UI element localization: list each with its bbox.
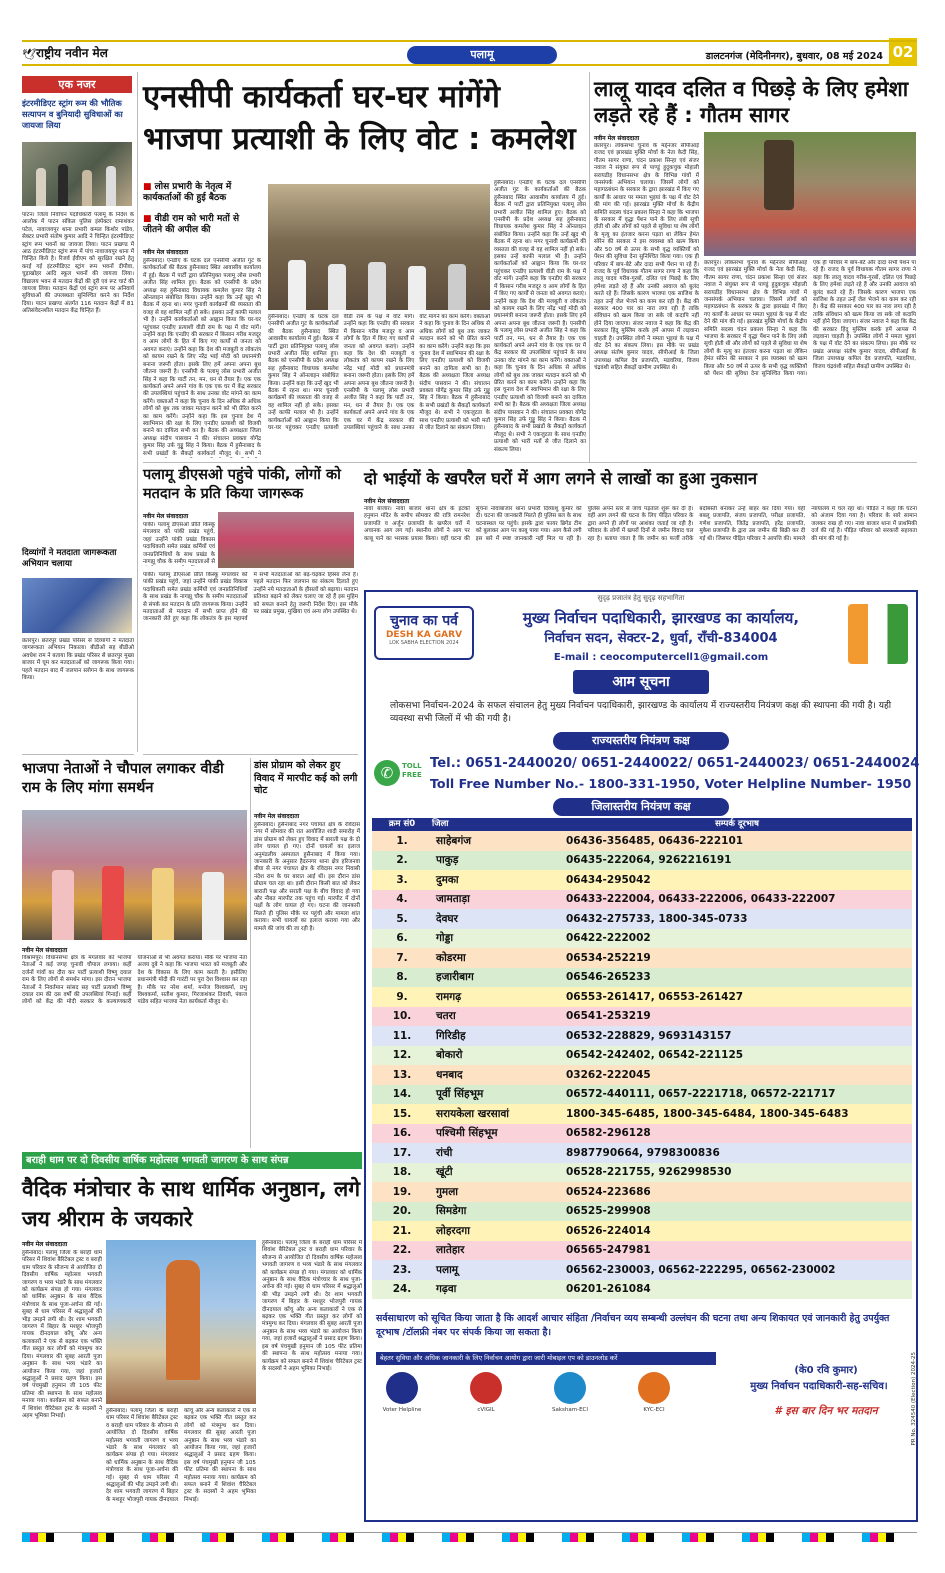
- row-number: 1.: [396, 834, 408, 847]
- row-district: गोड्डा: [436, 932, 454, 945]
- row-district: दुमका: [436, 873, 459, 886]
- table-row: [372, 1143, 912, 1163]
- pr-number: PR No. 324540 (Election) 2024-25: [911, 1352, 917, 1446]
- table-row: [372, 909, 912, 929]
- row-number: 17.: [392, 1146, 412, 1159]
- row-number: 3.: [396, 873, 408, 886]
- chaupal-headline: भाजपा नेताओं ने चौपाल लगाकर वीडी राम के लिए मांगा समर्थन: [22, 761, 224, 796]
- row-district: रामगढ़: [436, 990, 462, 1003]
- row-district: बोकारो: [436, 1049, 463, 1062]
- district-rows: [372, 831, 912, 1299]
- hashtag: # इस बार दिन भर मतदान: [774, 1405, 878, 1417]
- ad-footer-text: सर्वसाधारण को सूचित किया जाता है कि आदर्श आचार संहिता /निर्वाचन व्यय सम्बन्धी उल्लंघन की घटना तथा अन्य शिकायत एवं जानकारी हेतु उपर्युक्त दूरभाष /टॉलफ्री नंबर पर संपर्क किया जा सकता है।: [376, 1313, 890, 1338]
- row-number: 5.: [396, 912, 408, 925]
- table-header: [372, 818, 912, 831]
- app-badge: [554, 1372, 586, 1404]
- row-number: 18.: [392, 1166, 412, 1179]
- chaupal-byline: नवीन मेल संवाददाता: [22, 947, 68, 954]
- table-row: [372, 987, 912, 1007]
- row-district: सरायकेला खरसावां: [436, 1107, 510, 1120]
- row-number: 11.: [392, 1029, 412, 1042]
- row-district: धनबाद: [436, 1068, 463, 1081]
- row-number: 16.: [392, 1127, 412, 1140]
- registration-bar: [22, 1532, 917, 1542]
- ad-logo: [374, 606, 474, 660]
- logo-line3: LOK SABHA ELECTION 2024: [389, 640, 459, 646]
- bird-logo-icon: 🕊: [22, 48, 36, 61]
- fire-headline: दो भाईयों के खपरैल घरों में आग लगने से लाखों का हुआ नुकसान: [364, 469, 758, 488]
- row-phone: 06542-242402, 06542-221125: [566, 1049, 744, 1062]
- row-phone: 06526-224014: [566, 1224, 651, 1237]
- row-number: 23.: [392, 1263, 412, 1276]
- row-district: पाकुड़: [436, 854, 459, 867]
- row-phone: 06436-356485, 06436-222101: [566, 834, 744, 847]
- table-row: [372, 1104, 912, 1124]
- row-number: 13.: [392, 1068, 412, 1081]
- row-phone: 06532-228829, 9693143157: [566, 1029, 732, 1042]
- lead-sub1: ■ लोस प्रभारी के नेतृत्व में कार्यकर्ताओं की हुई बैठक: [143, 182, 261, 204]
- row-phone: 06201-261084: [566, 1283, 651, 1296]
- divyang-photo: [22, 578, 132, 633]
- lalu-body-b: छतरपुर। लोकसभा चुनाव के मद्देनजर सीपीआई राजद एवं झारखंड मुक्ति मोर्चा के नेता केदी सिंह, गौतम सागर राणा, चंदन प्रकाश सिन्हा एवं संजर नवाज ने संयुक्त रूप से पाण्डुं हुदुकचुक मोहाली सरायडीह विधानसभा क्षेत्र के विभिन्न गांवों में जनसंपर्क अभियान चलाया। जिसमें लोगों को महागठबंधन के सरकार के द्वारा झारखंड में किए गए कार्यों के आधार पर ममता भुइयां के पक्ष में वोट देने की मांग की गई। झारखंड मुक्ति मोर्चा के केंद्रीय समिति सदस्य चंदन प्रकाश सिन्हा ने कहा कि भाजपा के सरकार में वृद्धा पेंशन पाने के लिए लंबी सूची होती थी और लोगों को पहले से सुविधा या शेष लोगों के मृत्यु का इंतजार करना पड़ता था लेकिन हेमंत सोरेन की सरकार ने इस व्यवस्था को खत्म किया और 50 वर्ष से ऊपर के सभी वृद्ध व्यक्तियों को पेंशन की सुविधा देना सुनिश्चित किया गया। एक ही परिवार में बाप-बेटे और दादा सभी पेंशन पा रहे हैं। राजद के पूर्व विधायक गौतम सागर राणा ने कहा कि लालू यादव गरीब-गुरबों, दलित एवं पिछड़े के लिए हमेशा लड़ते रहे हैं और उनकी आवाज को बुलंद करते रहे हैं। जिसके कारण भाजपा एक साजिश के तहत उन्हें जेल भेजने का काम कर रही है। केंद्र की सरकार 400 पार का नारा लगा रही है ताकि संविधान को खत्म किया जा सके जो कदापि नहीं होने दिया जाएगा। संजर नवाज ने कहा कि केंद्र की सरकार हिंदू मुस्लिम करके हमें आपस में लड़वाना चाहती है। उपस्थित लोगों ने ममता भुइयां के पक्ष में वोट देने का संकल्प लिया। इस मौके पर प्रखंड अध्यक्ष संतोष कुमार यादव, सीपीआई के जिला उपाध्यक्ष कपिल देव प्रजापति, मडवरिया, विजय चंद्रवंशी सहित सैकड़ों ग्रामीण उपस्थित थे।: [704, 260, 916, 378]
- dance-body: हुसैनाबाद। हुसैनाबाद नगर पंचायत क्षेत्र के रविदास नगर में सोमवार की रात आयोजित शादी समारोह में डांस प्रोग्राम को लेकर हुए विवाद में बाराती पक्ष के दो लोग घायल हो गए। दोनों घायलों का इलाज अनुमंडलीय अस्पताल हुसैनाबाद में किया गया। जानकारी के अनुसार हैदरनगर थाना क्षेत्र हरिजनवा बीघा से नगर पंचायत क्षेत्र के रविदास नगर निवासी नंदेश राम के घर बारात आई थी। इस दौरान डांस प्रोग्राम चल रहा था। इसी दौरान किसी बात को लेकर बाराती पक्ष और सराती पक्ष के बीच विवाद हो गया और नौबत मारपीट तक पहुंच गई। मारपीट में दोनों पक्षों के लोग घायल हो गए। घटना की जानकारी मिलते ही पुलिस मौके पर पहुंची और मामला शांत कराया। सभी घायलों का इलाज कराया गया और मामले की जांच की जा रही है।: [254, 822, 360, 932]
- app-label: Saksham-ECI: [551, 1407, 589, 1413]
- row-phone: 06572-440111, 0657-2221718, 06572-221717: [566, 1088, 836, 1101]
- chaupal-photo: [22, 810, 247, 940]
- row-phone: 06524-223686: [566, 1185, 651, 1198]
- barahi-headline: वैदिक मंत्रोचार के साथ धार्मिक अनुष्ठान, लगे जय श्रीराम के जयकारे: [22, 1177, 361, 1231]
- lalu-byline: नवीन मेल संवाददाता: [594, 135, 640, 142]
- paper-name: राष्ट्रीय नवीन मेल: [36, 46, 108, 60]
- table-row: [372, 929, 912, 949]
- ad-email: E-mail : ceocomputercell1@gmail.com: [553, 652, 769, 663]
- ek-nazar-headline: इंटरमीडिएट स्ट्रांग रूम की भौतिक सत्यापन व बुनियादी सुविधाओं का जायजा लिया: [22, 98, 123, 130]
- app-badge: [470, 1372, 502, 1404]
- row-district: गिरिडीह: [436, 1029, 466, 1042]
- row-phone: 06432-275733, 1800-345-0733: [566, 912, 748, 925]
- row-number: 15.: [392, 1107, 412, 1120]
- dance-byline: नवीन मेल संवाददाता: [254, 813, 300, 820]
- table-row: [372, 1007, 912, 1027]
- app-label: KYC-ECI: [643, 1407, 665, 1413]
- row-district: चतरा: [436, 1010, 456, 1023]
- dateline: डालटनगंज (मेदिनीनगर), बुधवार, 08 मई 2024: [705, 51, 883, 62]
- row-number: 10.: [392, 1010, 412, 1023]
- divyang-headline: दिव्यांगों ने मतदाता जागरूकता अभियान चलाया: [22, 548, 117, 569]
- temple-statue-photo: [106, 1240, 256, 1404]
- row-number: 22.: [392, 1244, 412, 1257]
- phone-icon: ✆: [374, 760, 400, 786]
- dso-body-b: पांकी। पलामू डीएसओ प्रीति किस्कू मंगलवार को पांकी प्रखंड पहुंचे, जहां उन्होंने पांकी प्रखंड विकास पदाधिकारी समेत प्रखंड कर्मियों एवं जनप्रतिनिधियों के साथ प्रखंड के नागझू चौक के समीप मतदाताओं से संपर्क कर मतदान के प्रति जागरूक किया। उन्होंने मतदाताओं से मतदान में सभी प्राप्त होने की जानकारी लेते हुए कहा कि लोकतंत्र के इस महापर्व में सभी मतदाताओं को बढ़-चढ़कर हिस्सा लेना है। पहले मतदान फिर जलपान का संकल्प दिलाते हुए उन्होंने नये मतदाताओं के हौसलों को बढ़ाया। मतदान प्रतिशत बढ़ाने को लेकर चलाए जा रहे हैं इस मुहिम को सफल बनाने हेतु जरूरी निर्देश दिए। इस मौके पर प्रखंड प्रमुख, मुखिया एवं अन्य लोग उपस्थित थे।: [143, 572, 358, 623]
- table-row: [372, 948, 912, 968]
- state-tel: Tel.: 0651-2440020/ 0651-2440022/ 0651-2440023/ 0651-2440024: [430, 756, 920, 771]
- signer-title: मुख्य निर्वाचन पदाधिकारी-सह-सचिव।: [750, 1381, 888, 1392]
- lalu-headline: लालू यादव दलित व पिछड़े के लिए हमेशा लड़ते रहे हैं : गौतम सागर: [594, 77, 909, 127]
- barahi-banner: बराही धाम पर दो दिवसीय वार्षिक महोत्सव भगवती जागरण के साथ संपन्न: [22, 1152, 362, 1169]
- table-row: [372, 1221, 912, 1241]
- col-phone: सम्पर्क दूरभाष: [715, 819, 759, 829]
- row-district: साहेबगंज: [436, 834, 472, 847]
- row-district: पूर्वी सिंहभूम: [436, 1088, 484, 1101]
- row-phone: 06541-253219: [566, 1010, 651, 1023]
- dance-headline: डांस प्रोग्राम को लेकर हुए विवाद में मारपीट कई को लगी चोट: [254, 760, 358, 796]
- lead-body-a: हुसैनाबाद। एनडीए के घटक दल एनसीपी अजीत गुट के कार्यकर्ताओं की बैठक हुसैनाबाद स्थित आवासीय कार्यालय में हुई। बैठक में पार्टी द्वारा प्रतिनियुक्त पलामू लोस प्रभारी अजीत सिंह शामिल हुए। बैठक को एनसीपी के प्रदेश अध्यक्ष सह हुसैनाबाद विधायक कमलेश कुमार सिंह ने ऑनलाइन संबोधित किया। उन्होंने कहा कि उन्हें खुद भी बैठक में रहना था। मगर चुनावी कार्यक्रमों की व्यस्तता की वजह से वह शामिल नहीं हो सके। इसका उन्हें काफी मलाल भी है। उन्होंने कार्यकर्ताओं को आह्वान किया कि घर-घर पहुंचकर एनडीए प्रत्याशी वीडी राम के पक्ष में वोट मांगें। उन्होंने कहा कि एनडीए की सरकार में किसान गरीब मजदूर व आम लोगों के हित में किए गए कार्यों से जनता को अवगत कराएं। उन्होंने कहा कि देश की मजबूती व लोकतंत्र को कायम रखने के लिए नरेंद्र भाई मोदी को प्रधानमंत्री बनाना जरूरी होता। इसके लिए हमें अपना अपना बूथ जीतना जरूरी है। एनसीपी के पलामू लोस प्रभारी अजीत सिंह ने कहा कि पार्टी तन, मन, धन से तैयार है। एक एक कार्यकर्ता अपने अपने गांव के एक एक घर में केंद्र सरकार की उपलब्धियां पहुंचाने के साथ उनका वोट मांगने का काम करेंगे। वक्ताओं ने कहा कि चुनाव के दिन अधिक से अधिक लोगों को बूथ तक जाकर मतदान करने को भी प्रेरित करने का काम करेंगे। उन्होंने कहा कि इस चुनाव देश में स्वाभिमान की रक्षा के लिए एनडीए प्रत्याशी को विजयी बनाने का दायित्व सभी का है। बैठक की अध्यक्षता जिला अध्यक्ष संदीप पासवान ने की। संचालन प्रवक्ता योगेंद्र कुमार सिंह उर्फ गुड्डू सिंह ने किया। बैठक में हुसैनाबाद के सभी प्रखंडों के सैकड़ों कार्यकर्ता मौजूद थे। सभी ने: [143, 258, 261, 457]
- toll-free-label: TOLL FREE: [402, 762, 422, 779]
- dso-body-a: पांकी। पलामू डीएसओ प्रीति किस्कू मंगलवार को पांकी प्रखंड पहुंचे, जहां उन्होंने पांकी प्रखंड विकास पदाधिकारी समेत प्रखंड कर्मियों एवं जनप्रतिनिधियों के साथ प्रखंड के नागझू चौक के समीप मतदाताओं से: [143, 522, 215, 566]
- lead-body-c: हुसैनाबाद। एनडीए के घटक दल एनसीपी अजीत गुट के कार्यकर्ताओं की बैठक हुसैनाबाद स्थित आवासीय कार्यालय में हुई। बैठक में पार्टी द्वारा प्रतिनियुक्त पलामू लोस प्रभारी अजीत सिंह शामिल हुए। बैठक को एनसीपी के प्रदेश अध्यक्ष सह हुसैनाबाद विधायक कमलेश कुमार सिंह ने ऑनलाइन संबोधित किया। उन्होंने कहा कि उन्हें खुद भी बैठक में रहना था। मगर चुनावी कार्यक्रमों की व्यस्तता की वजह से वह शामिल नहीं हो सके। इसका उन्हें काफी मलाल भी है। उन्होंने कार्यकर्ताओं को आह्वान किया कि घर-घर पहुंचकर एनडीए प्रत्याशी वीडी राम के पक्ष में वोट मांगें। उन्होंने कहा कि एनडीए की सरकार में किसान गरीब मजदूर व आम लोगों के हित में किए गए कार्यों से जनता को अवगत कराएं। उन्होंने कहा कि देश की मजबूती व लोकतंत्र को कायम रखने के लिए नरेंद्र भाई मोदी को प्रधानमंत्री बनाना जरूरी होता। इसके लिए हमें अपना अपना बूथ जीतना जरूरी है। एनसीपी के पलामू लोस प्रभारी अजीत सिंह ने कहा कि पार्टी तन, मन, धन से तैयार है। एक एक कार्यकर्ता अपने अपने गांव के एक एक घर में केंद्र सरकार की उपलब्धियां पहुंचाने के साथ उनका वोट मांगने का काम करेंगे। वक्ताओं ने कहा कि चुनाव के दिन अधिक से अधिक लोगों को बूथ तक जाकर मतदान करने को भी प्रेरित करने का काम करेंगे। उन्होंने कहा कि इस चुनाव देश में स्वाभिमान की रक्षा के लिए एनडीए प्रत्याशी को विजयी बनाने का दायित्व सभी का है। बैठक की अध्यक्षता जिला अध्यक्ष संदीप पासवान ने की। संचालन प्रवक्ता योगेंद्र कुमार सिंह उर्फ गुड्डू सिंह ने किया। बैठक में हुसैनाबाद के सभी प्रखंडों के सैकड़ों कार्यकर्ता मौजूद थे। सभी ने एकजुटता के साथ एनडीए प्रत्याशी को भारी मतों से जीत दिलाने का संकल्प लिया।: [494, 180, 586, 453]
- row-phone: 06534-252219: [566, 951, 651, 964]
- table-row: [372, 1026, 912, 1046]
- row-phone: 06435-222064, 9262216191: [566, 854, 732, 867]
- row-district: पलामू: [436, 1263, 459, 1276]
- row-phone: 06582-296128: [566, 1127, 651, 1140]
- row-phone: 06434-295042: [566, 873, 651, 886]
- row-phone: 06422-222002: [566, 932, 651, 945]
- logo-line1: चुनाव का पर्व: [390, 613, 458, 629]
- row-number: 7.: [396, 951, 408, 964]
- row-phone: 06562-230003, 06562-222295, 06562-230002: [566, 1263, 836, 1276]
- row-district: रांची: [436, 1146, 453, 1159]
- row-phone: 06553-261417, 06553-261427: [566, 990, 744, 1003]
- app-1-icon: [464, 1372, 508, 1428]
- row-number: 9.: [396, 990, 408, 1003]
- app-0-icon: [380, 1372, 424, 1428]
- row-number: 4.: [396, 893, 408, 906]
- row-number: 14.: [392, 1088, 412, 1101]
- app-2-icon: [548, 1372, 592, 1428]
- lead-headline: एनसीपी कार्यकर्ता घर-घर मांगेंगे भाजपा प्रत्याशी के लिए वोट : कमलेश: [143, 79, 576, 157]
- chaupal-body: विश्रामपुर। विधानसभा क्षेत्र के मंगलवार को भाजपा नेताओं ने कई जगह चुनावी चौपाल लगाया। कहीं दर्जनों गांवों का दौरा कर पार्टी प्रत्याशी विष्णु दयाल राम के लिए लोगों से समर्थन मांगा। इस दौरान भाजपा नेताओं ने निवर्तमान सांसद सह पार्टी प्रत्याशी विष्णु दयाल राम की दस वर्षों की उपलब्धियां गिनाई। कहीं लोगों को केंद्र की मोदी सरकार के कल्याणकारी योजनाओं से भी अवगत कराया। मौके पर भाजपा नेता अजय दुबे ने कहा कि भाजपा भारत को मजबूती और देश के विकास के लिए काम करती है। इसीलिए प्रधानमंत्री मोदी की गारंटी पर पूरा देश विश्वास कर रहा है। मौके पर नरेश शर्मा, मनोज विश्वकर्मा, प्रभु विश्वकर्मा, सतीश कुमार, गिरजाशंकर तिवारी, पंकज पांडेय सहित भाजपा नेता कार्यकर्ता मौजूद थे।: [22, 955, 247, 1006]
- table-row: [372, 831, 912, 851]
- app-label: cVIGIL: [477, 1407, 495, 1413]
- row-number: 20.: [392, 1205, 412, 1218]
- row-phone: 06565-247981: [566, 1244, 651, 1257]
- lead-byline: नवीन मेल संवाददाता: [143, 249, 189, 256]
- fire-byline: नवीन मेल संवाददाता: [364, 498, 410, 505]
- row-number: 2.: [396, 854, 408, 867]
- table-row: [372, 968, 912, 988]
- table-row: [372, 890, 912, 910]
- table-row: [372, 1202, 912, 1222]
- table-row: [372, 851, 912, 871]
- eci-emblem-icon: [848, 604, 908, 664]
- row-number: 21.: [392, 1224, 412, 1237]
- table-row: [372, 1280, 912, 1300]
- row-district: लोहरदगा: [436, 1224, 470, 1237]
- row-number: 24.: [392, 1283, 412, 1296]
- ad-title: मुख्य निर्वाचन पदाधिकारी, झारखण्ड का कार्यालय,: [522, 609, 800, 627]
- row-phone: 1800-345-6485, 1800-345-6484, 1800-345-6483: [566, 1107, 849, 1120]
- table-row: [372, 1065, 912, 1085]
- row-district: जामताड़ा: [436, 893, 470, 906]
- row-district: लातेहार: [436, 1244, 465, 1257]
- app-3-icon: [632, 1372, 676, 1428]
- dso-byline: नवीन मेल संवाददाता: [143, 513, 189, 520]
- table-row: [372, 1124, 912, 1144]
- lead-sub2: ■ वीडी राम को भारी मतों से जीतने की अपील की: [143, 214, 261, 236]
- row-number: 6.: [396, 932, 408, 945]
- barahi-body-b: हुसैनाबाद। पलामू जिला के बराही धाम परिसर में शिवांश बैरिटेबल ट्रस्ट व बराही धाम परिवार के सौजन्य से आयोजित दो दिवसीय वार्षिक महोत्सव भगवती जागरण व भव्य भंडारे के साथ मंगलवार को कार्यक्रम संपन्न हो गया। मंगलवार को धार्मिक अनुष्ठान के साथ वैदिक मंत्रोच्चार के साथ पूजा-अर्चना की गई। सुबह से धाम परिसर में श्रद्धालुओं की भीड़ उमड़ने लगी थी। देर शाम भगवती जागरण में बिहार के मशहूर भोजपुरी गायक दीनदयाल कोंचू और अन्य कलाकारों ने एक से बढ़कर एक भक्ति गीत प्रस्तुत कर लोगों को मंत्रमुग्ध कर दिया। मंगलवार की सुबह आरती पूजा अनुष्ठान के साथ भव्य भंडारे का आयोजन किया गया, जहां हजारों श्रद्धालुओं ने प्रसाद ग्रहण किया। इस वर्ष पंचमुखी हनुमान जी 105 फीट प्रतिमा की स्थापना के साथ महोत्सव मनाया गया। कार्यक्रम को सफल बनाने में शिवांश चैरिटेबल ट्रस्ट के सदस्यों ने अहम भूमिका निभाई।: [106, 1408, 256, 1503]
- row-phone: 06546-265233: [566, 971, 651, 984]
- row-phone: 06528-221755, 9262998530: [566, 1166, 732, 1179]
- state-title: राज्यस्तरीय नियंत्रण कक्ष: [553, 732, 729, 750]
- row-district: पश्चिमी सिंहभूम: [436, 1127, 498, 1140]
- row-number: 12.: [392, 1049, 412, 1062]
- dso-headline: पलामू डीएसओ पहुंचे पांकी, लोगों को मतदान के प्रति किया जागरूक: [143, 467, 341, 502]
- election-ad: [364, 590, 918, 1522]
- ek-nazar-tag: एक नजर: [22, 76, 132, 93]
- row-district: देवघर: [436, 912, 458, 925]
- table-row: [372, 870, 912, 890]
- masthead: [22, 44, 917, 66]
- district-table: [372, 818, 912, 1299]
- row-district: खूंटी: [436, 1166, 453, 1179]
- lalu-rally-photo: [704, 132, 916, 256]
- col-no: क्रम सं0: [388, 819, 416, 829]
- app-badge: [386, 1372, 418, 1404]
- row-number: 8.: [396, 971, 408, 984]
- ad-subtitle: निर्वाचन सदन, सेक्टर-2, धुर्वा, राँची-834004: [544, 631, 778, 646]
- row-phone: 8987790664, 9798300836: [566, 1146, 720, 1159]
- ad-intro: लोकसभा निर्वाचन-2024 के सफल संचालन हेतु मुख्य निर्वाचन पदाधिकारी, झारखण्ड के कार्यालय में राज्यस्तरीय नियंत्रण कक्ष की स्थापना की गयी है। यही व्यवस्था सभी जिलों में भी की गयी है।: [390, 701, 892, 724]
- row-phone: 03262-222045: [566, 1068, 651, 1081]
- lead-body-b: हुसैनाबाद। एनडीए के घटक दल एनसीपी अजीत गुट के कार्यकर्ताओं की बैठक हुसैनाबाद स्थित आवासीय कार्यालय में हुई। बैठक में पार्टी द्वारा प्रतिनियुक्त पलामू लोस प्रभारी अजीत सिंह शामिल हुए। बैठक को एनसीपी के प्रदेश अध्यक्ष सह हुसैनाबाद विधायक कमलेश कुमार सिंह ने ऑनलाइन संबोधित किया। उन्होंने कहा कि उन्हें खुद भी बैठक में रहना था। मगर चुनावी कार्यक्रमों की व्यस्तता की वजह से वह शामिल नहीं हो सके। इसका उन्हें काफी मलाल भी है। उन्होंने कार्यकर्ताओं को आह्वान किया कि घर-घर पहुंचकर एनडीए प्रत्याशी वीडी राम के पक्ष में वोट मांगें। उन्होंने कहा कि एनडीए की सरकार में किसान गरीब मजदूर व आम लोगों के हित में किए गए कार्यों से जनता को अवगत कराएं। उन्होंने कहा कि देश की मजबूती व लोकतंत्र को कायम रखने के लिए नरेंद्र भाई मोदी को प्रधानमंत्री बनाना जरूरी होता। इसके लिए हमें अपना अपना बूथ जीतना जरूरी है। एनसीपी के पलामू लोस प्रभारी अजीत सिंह ने कहा कि पार्टी तन, मन, धन से तैयार है। एक एक कार्यकर्ता अपने अपने गांव के एक एक घर में केंद्र सरकार की उपलब्धियां पहुंचाने के साथ उनका वोट मांगने का काम करेंगे। वक्ताओं ने कहा कि चुनाव के दिन अधिक से अधिक लोगों को बूथ तक जाकर मतदान करने को भी प्रेरित करने का काम करेंगे। उन्होंने कहा कि इस चुनाव देश में स्वाभिमान की रक्षा के लिए एनडीए प्रत्याशी को विजयी बनाने का दायित्व सभी का है। बैठक की अध्यक्षता जिला अध्यक्ष संदीप पासवान ने की। संचालन प्रवक्ता योगेंद्र कुमार सिंह उर्फ गुड्डू सिंह ने किया। बैठक में हुसैनाबाद के सभी प्रखंडों के सैकड़ों कार्यकर्ता मौजूद थे। सभी ने एकजुटता के साथ एनडीए प्रत्याशी को भारी मतों से जीत दिलाने का संकल्प लिया।: [268, 314, 490, 432]
- col-district: जिला: [432, 819, 449, 829]
- table-row: [372, 1085, 912, 1105]
- app-label: Voter Helpline: [382, 1407, 422, 1413]
- ncp-meeting-photo: [268, 184, 490, 310]
- divyang-body: छतरपुर। छतरपुर प्रखंड परिसर से दिव्यांगों ने मतदाता जागरूकता अभियान निकाला। बीडीओ सह बीडीओ अवधेश राम ने बताया कि प्रखंड परिसर से छतरपुर मुख्य बाजार में घूम कर मतदाताओं को जागरूक किया गया। पहले मतदान बाद में जलपान स्लोगन के साथ जागरूक किया।: [22, 638, 134, 682]
- row-phone: 06433-222004, 06433-222006, 06433-222007: [566, 893, 836, 906]
- notice-badge: आम सूचना: [573, 670, 709, 694]
- barahi-byline: नवीन मेल संवाददाता: [22, 1241, 68, 1248]
- ad-top-strip: सुदृढ़ प्रजातंत्र हेतु सुदृढ़ सहभागिता: [597, 594, 685, 602]
- ek-nazar-body: पाटन। जिला निर्वाचन पदाधिकारी पलामू के निर्देश के आलोक में पाटन संकिल पुलिस इंस्पेक्टर रामाशंकर पटेल, नावाजयपुर थाना प्रभारी कमल किशोर पांडेय, सेक्टर प्रभारी संतोष कुमार आदि ने चिन्हित इंटरमीडिएट स्ट्रांग रूम भवनों का जायजा लिया। पाटन प्रखण्ड में आठ इंटरमीडिएट स्ट्रांग रूम में पांच नावाजयपुर थाना में चिन्हित किये है। रिजर्व ईवीएम को सुरक्षित रखने हेतु करई गई इंटरमीडिएट स्ट्रांग रूम भवनों दीपौवा, चुड़ाखोहर आदि स्कूल भवनों की जायजा लिया। विद्यालय भवन से मतदान केंद्रों की दूरी एवं रूट चार्ट की जायजा लिया। मतदान केंद्रों एवं स्ट्रांग रूम पर अनिवार्य सुविधाओं की उपलब्धता सुनिश्चित करने का निर्देश दिया। पाटन प्रखण्ड अंतर्गत 116 मतदान केंद्रों में 81 अतिसंवेदनशील मतदान केंद्र चिन्हित हैं।: [22, 212, 134, 315]
- table-row: [372, 1241, 912, 1261]
- app-icons: [380, 1372, 720, 1428]
- barahi-body-c: हुसैनाबाद। पलामू जिला के बराही धाम परिसर में शिवांश बैरिटेबल ट्रस्ट व बराही धाम परिवार के सौजन्य से आयोजित दो दिवसीय वार्षिक महोत्सव भगवती जागरण व भव्य भंडारे के साथ मंगलवार को कार्यक्रम संपन्न हो गया। मंगलवार को धार्मिक अनुष्ठान के साथ वैदिक मंत्रोच्चार के साथ पूजा-अर्चना की गई। सुबह से धाम परिसर में श्रद्धालुओं की भीड़ उमड़ने लगी थी। देर शाम भगवती जागरण में बिहार के मशहूर भोजपुरी गायक दीनदयाल कोंचू और अन्य कलाकारों ने एक से बढ़कर एक भक्ति गीत प्रस्तुत कर लोगों को मंत्रमुग्ध कर दिया। मंगलवार की सुबह आरती पूजा अनुष्ठान के साथ भव्य भंडारे का आयोजन किया गया, जहां हजारों श्रद्धालुओं ने प्रसाद ग्रहण किया। इस वर्ष पंचमुखी हनुमान जी 105 फीट प्रतिमा की स्थापना के साथ महोत्सव मनाया गया। कार्यक्रम को सफल बनाने में शिवांश चैरिटेबल ट्रस्ट के सदस्यों ने अहम भूमिका निभाई।: [262, 1240, 362, 1372]
- lalu-body-a: छतरपुर। लोकसभा चुनाव के मद्देनजर सीपीआई राजद एवं झारखंड मुक्ति मोर्चा के नेता केदी सिंह, गौतम सागर राणा, चंदन प्रकाश सिन्हा एवं संजर नवाज ने संयुक्त रूप से पाण्डुं हुदुकचुक मोहाली सरायडीह विधानसभा क्षेत्र के विभिन्न गांवों में जनसंपर्क अभियान चलाया। जिसमें लोगों को महागठबंधन के सरकार के द्वारा झारखंड में किए गए कार्यों के आधार पर ममता भुइयां के पक्ष में वोट देने की मांग की गई। झारखंड मुक्ति मोर्चा के केंद्रीय समिति सदस्य चंदन प्रकाश सिन्हा ने कहा कि भाजपा के सरकार में वृद्धा पेंशन पाने के लिए लंबी सूची होती थी और लोगों को पहले से सुविधा या शेष लोगों के मृत्यु का इंतजार करना पड़ता था लेकिन हेमंत सोरेन की सरकार ने इस व्यवस्था को खत्म किया और 50 वर्ष से ऊपर के सभी वृद्ध व्यक्तियों को पेंशन की सुविधा देना सुनिश्चित किया गया। एक ही परिवार में बाप-बेटे और दादा सभी पेंशन पा रहे हैं। राजद के पूर्व विधायक गौतम सागर राणा ने कहा कि लालू यादव गरीब-गुरबों, दलित एवं पिछड़े के लिए हमेशा लड़ते रहे हैं और उनकी आवाज को बुलंद करते रहे हैं। जिसके कारण भाजपा एक साजिश के तहत उन्हें जेल भेजने का काम कर रही है। केंद्र की सरकार 400 पार का नारा लगा रही है ताकि संविधान को खत्म किया जा सके जो कदापि नहीं होने दिया जाएगा। संजर नवाज ने कहा कि केंद्र की सरकार हिंदू मुस्लिम करके हमें आपस में लड़वाना चाहती है। उपस्थित लोगों ने ममता भुइयां के पक्ष में वोट देने का संकल्प लिया। इस मौके पर प्रखंड अध्यक्ष संतोष कुमार यादव, सीपीआई के जिला उपाध्यक्ष कपिल देव प्रजापति, मडवरिया, विजय चंद्रवंशी सहित सैकड़ों ग्रामीण उपस्थित थे।: [594, 143, 699, 372]
- logo-line2: DESH KA GARV: [385, 630, 463, 640]
- table-row: [372, 1182, 912, 1202]
- row-district: सिमडेगा: [436, 1205, 467, 1218]
- row-district: कोडरमा: [436, 951, 466, 964]
- table-row: [372, 1163, 912, 1183]
- state-tollfree: Toll Free Number No.- 1800-331-1950, Voter Helpline Number- 1950: [430, 776, 912, 791]
- section-tab: पलामू: [407, 46, 557, 64]
- district-title: जिलास्तरीय नियंत्रण कक्ष: [553, 798, 729, 816]
- row-district: गुमला: [436, 1185, 459, 1198]
- strongroom-photo: [22, 142, 132, 206]
- row-district: हजारीबाग: [436, 971, 474, 984]
- row-number: 19.: [392, 1185, 412, 1198]
- row-district: गढ़वा: [436, 1283, 457, 1296]
- signer: (के0 रवि कुमार): [794, 1365, 858, 1376]
- app-badge: [638, 1372, 670, 1404]
- barahi-body-a: हुसैनाबाद। पलामू जिला के बराही धाम परिसर में शिवांश बैरिटेबल ट्रस्ट व बराही धाम परिवार के सौजन्य से आयोजित दो दिवसीय वार्षिक महोत्सव भगवती जागरण व भव्य भंडारे के साथ मंगलवार को कार्यक्रम संपन्न हो गया। मंगलवार को धार्मिक अनुष्ठान के साथ वैदिक मंत्रोच्चार के साथ पूजा-अर्चना की गई। सुबह से धाम परिसर में श्रद्धालुओं की भीड़ उमड़ने लगी थी। देर शाम भगवती जागरण में बिहार के मशहूर भोजपुरी गायक दीनदयाल कोंचू और अन्य कलाकारों ने एक से बढ़कर एक भक्ति गीत प्रस्तुत कर लोगों को मंत्रमुग्ध कर दिया। मंगलवार की सुबह आरती पूजा अनुष्ठान के साथ भव्य भंडारे का आयोजन किया गया, जहां हजारों श्रद्धालुओं ने प्रसाद ग्रहण किया। इस वर्ष पंचमुखी हनुमान जी 105 फीट प्रतिमा की स्थापना के साथ महोत्सव मनाया गया। कार्यक्रम को सफल बनाने में शिवांश चैरिटेबल ट्रस्ट के सदस्यों ने अहम भूमिका निभाई।: [22, 1250, 102, 1419]
- table-row: [372, 1260, 912, 1280]
- fire-body: नावा बाजार। नावा बाजार थाना क्षेत्र के इटको हनुमान मंदिर के समीप सोमवार की रात्रि रामनरेश प्रजापति व अर्जुन प्रजापति के खपरैल घरों में अचानक आग लग गई। स्थानीय लोगों ने आग पर काबू पाने का भरसक प्रयास किया। वहीं घटना की सूचना नावाबाजार थाना प्रभारी दिव्यांशु कुमार को दी। घटना की जानकारी मिलते ही पुलिस बल के साथ घटनास्थल पर पहुंचे। इसके द्वारा फायर ब्रिगेड टीम को बुलाकर आग पर काबू पाया गया। आग कैसे लगी इस बारे में स्पष्ट जानकारी नहीं मिल पा रही है। पुलिस अपने स्तर से जांच पड़ताल शुरू कर दी है। वहीं आग लगने की घटना के लिए पीड़ित परिवार के द्वारा अपने ही लोगों पर आशंका जताई जा रही है। परिवार के लोगों में खपरों दिनों से जमीन विवाद चल रहा है। बताया जाता है कि जमीन का फर्जी तरीके बंदोबस्ती बनाकर उन्हें बाहर कर दिया गया। वहीं बबलू प्रजापति, संजय प्रजापति, परीक्षा प्रजापति, गणेश प्रजापति, जितेंद्र प्रजापति, हरेंद्र प्रजापति, मुकेश प्रजापति के द्वारा उस जमीन की बिक्री कर दी गई थी। जिसपर पीड़ित परिवार ने आपत्ति की। मामले न्यायालय में चल रहा था। पीड़ित ने कहा कि घटना को अंजाम दिया गया है। परिवार के सारे सामान जलकर राख हो गए। नावा बाजार थाना में प्राथमिकी दर्ज की गई है। पीड़ित परिवार को सरकारी सहायता की मांग की गई है।: [364, 506, 917, 542]
- row-phone: 06525-299908: [566, 1205, 651, 1218]
- dso-photo: [218, 512, 354, 568]
- table-row: [372, 1046, 912, 1066]
- app-strip: बेहतर सुविधा और अधिक जानकारी के लिए निर्वाचन आयोग द्वारा जारी मोबाइल एप को डाउनलोड करें: [376, 1352, 716, 1365]
- page-number: 02: [889, 38, 917, 66]
